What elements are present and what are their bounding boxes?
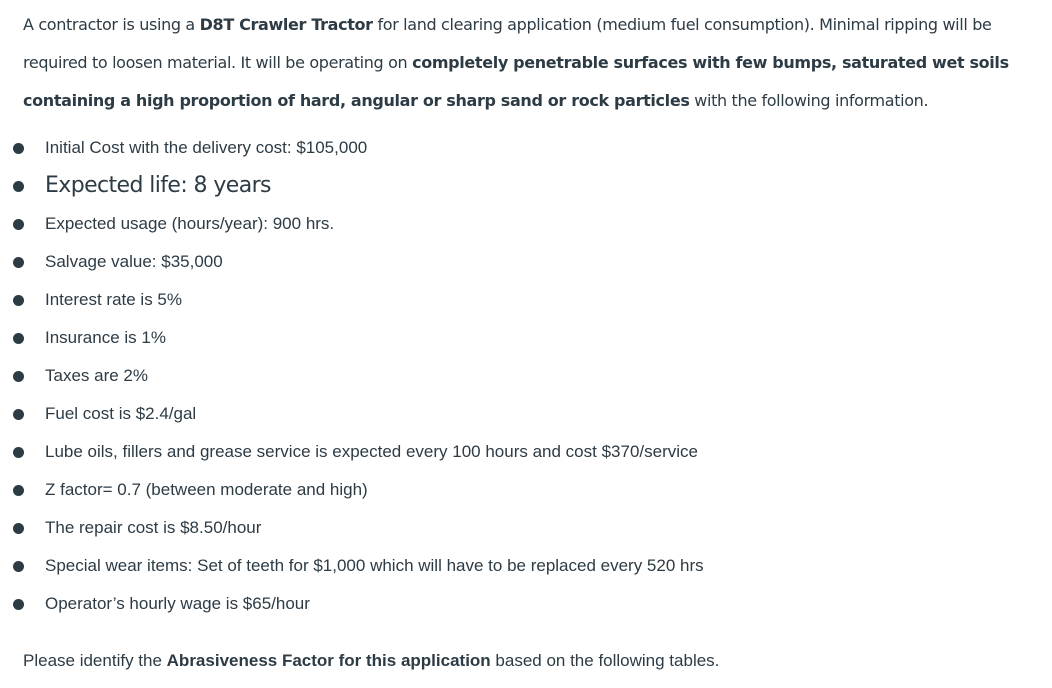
question-text-1: Please identify the — [23, 651, 167, 670]
equipment-name: D8T Crawler Tractor — [199, 15, 373, 34]
list-item-text: Interest rate is 5% — [45, 290, 183, 309]
bullet-icon — [13, 561, 24, 572]
bullet-icon — [13, 599, 24, 610]
bullet-icon — [13, 409, 24, 420]
bullet-icon — [13, 523, 24, 534]
list-item-text: Taxes are 2% — [45, 366, 148, 385]
question-text-2: based on the following tables. — [490, 651, 720, 670]
list-item-text: Special wear items: Set of teeth for $1,000 which will have to be replaced every 520 hrs — [45, 556, 704, 575]
intro-text-3: with the following information. — [689, 91, 929, 110]
list-item-text: Initial Cost with the delivery cost: $105,000 — [45, 138, 368, 157]
surface-conditions: completely penetrable surfaces with few bumps, saturated wet soils containing a high proportion of hard, angular or sharp sand or rock particles — [23, 53, 1009, 110]
list-item-text: Z factor= 0.7 (between moderate and high) — [45, 480, 368, 499]
bullet-icon — [13, 219, 24, 230]
question-emphasis: Abrasiveness Factor for this application — [166, 651, 491, 670]
question-text — [23, 642, 719, 680]
bullet-icon — [13, 447, 24, 458]
intro-text-1: A contractor is using a — [23, 15, 200, 34]
list-item-text: Salvage value: $35,000 — [45, 252, 223, 271]
bullet-icon — [13, 143, 24, 154]
bullet-icon — [13, 485, 24, 496]
bullet-icon — [13, 257, 24, 268]
list-item-text: Lube oils, fillers and grease service is expected every 100 hours and cost $370/service — [45, 442, 698, 461]
list-item-text: Expected usage (hours/year): 900 hrs. — [45, 214, 335, 233]
list-item-text: Fuel cost is $2.4/gal — [45, 404, 197, 423]
list-item-text: Expected life: 8 years — [45, 173, 271, 198]
list-item-text: The repair cost is $8.50/hour — [45, 518, 262, 537]
bullet-icon — [13, 333, 24, 344]
bullet-icon — [13, 181, 24, 192]
intro-text-2: for land clearing application (medium fuel consumption). Minimal ripping will be required to loosen material. It will be operating on — [23, 15, 992, 72]
problem-intro — [23, 6, 1028, 120]
bullet-icon — [13, 295, 24, 306]
list-item-text: Operator’s hourly wage is $65/hour — [45, 594, 310, 613]
bullet-icon — [13, 371, 24, 382]
list-item-text: Insurance is 1% — [45, 328, 166, 347]
